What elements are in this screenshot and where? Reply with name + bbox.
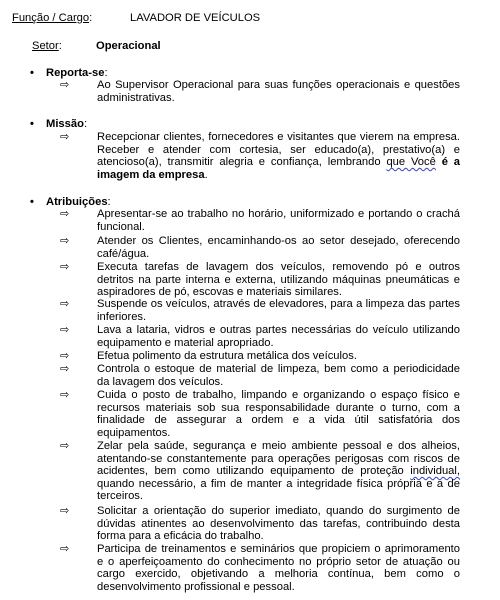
funcao-sep: : — [89, 12, 93, 24]
funcao-label: Função / Cargo — [12, 12, 90, 24]
list-item-text: Cuida o posto de trabalho, limpando e organizando o espaço físico e recursos materiais sob sua responsabilidade durante o turno, com a finalidade de assegurar a ordem e a vida útil satisfatória dos equipamentos. — [97, 389, 460, 439]
list-item — [60, 298, 460, 323]
list-item-text: Ao Supervisor Operacional para suas funções operacionais e questões administrativas. — [97, 79, 460, 104]
arrow-right-icon: ⇨ — [60, 439, 70, 452]
arrow-right-icon: ⇨ — [60, 297, 70, 310]
section-reporta-title: Reporta-se — [46, 67, 105, 79]
funcao-label-line — [12, 12, 92, 25]
arrow-right-icon: ⇨ — [60, 234, 70, 247]
list-item-text: Atender os Clientes, encaminhando-os ao setor desejado, oferecendo café/água. — [97, 235, 460, 260]
list-item — [60, 79, 460, 104]
missao-text-end: . — [204, 168, 208, 181]
list-item — [60, 543, 460, 593]
arrow-right-icon: ⇨ — [60, 207, 70, 220]
list-item — [60, 350, 460, 363]
list-item — [60, 363, 460, 388]
list-item — [60, 389, 460, 439]
arrow-right-icon: ⇨ — [60, 349, 70, 362]
zelar-text — [97, 440, 460, 503]
list-item-text: Efetua polimento da estrutura metálica dos veículos. — [97, 350, 357, 362]
section-atribuicoes-sep: : — [107, 196, 111, 208]
list-item — [60, 131, 460, 181]
setor-value: Operacional — [96, 40, 161, 52]
zelar-text-squiggle: individual, — [410, 465, 460, 478]
list-item — [60, 235, 460, 260]
section-reporta-sep: : — [104, 67, 108, 79]
zelar-text-a: Zelar pela saúde, segurança e meio ambiente pessoal e dos alheios, atentando-se constantemente para operações perigosas com riscos de acidentes, bem como utilizando equipamento de proteção — [97, 440, 460, 478]
section-missao — [30, 118, 87, 131]
arrow-right-icon: ⇨ — [60, 504, 70, 517]
bullet-icon: • — [30, 118, 34, 130]
list-item — [60, 324, 460, 349]
section-missao-title: Missão — [46, 118, 84, 130]
list-item-text: Executa tarefas de lavagem dos veículos, removendo pó e outros detritos na parte interna e externa, utilizando máquinas pneumáticas e aspiradores de pó, escovas e materiais similares. — [97, 261, 460, 299]
missao-text-bold: é a imagem da empresa — [97, 156, 460, 181]
arrow-right-icon: ⇨ — [60, 78, 70, 91]
arrow-right-icon: ⇨ — [60, 260, 70, 273]
arrow-right-icon: ⇨ — [60, 542, 70, 555]
missao-text-a: Recepcionar clientes, fornecedores e visitantes que vierem na empresa. Receber e atender com cortesia, ser educado(a), prestativo(a) e atencioso(a), transmitir alegria e confiança, lembrando — [97, 131, 460, 169]
list-item-text: Solicitar a orientação do superior imediato, quando do surgimento de dúvidas atinentes ao desenvolvimento das tarefas, contribuindo desta forma para a eficácia do trabalho. — [97, 505, 460, 543]
list-item-text: Controla o estoque de material de limpeza, bem como a periodicidade da lavagem dos veículos. — [97, 363, 460, 388]
list-item — [60, 261, 460, 299]
bullet-icon: • — [30, 67, 34, 79]
list-item-text: Apresentar-se ao trabalho no horário, uniformizado e portando o crachá funcional. — [97, 208, 460, 233]
arrow-right-icon: ⇨ — [60, 362, 70, 375]
setor-label: Setor — [32, 40, 59, 52]
list-item-text: Participa de treinamentos e seminários que propiciem o aprimoramento e o aperfeiçoamento do conhecimento no próprio setor de atuação ou cargo exercido, objetivando a melhoria contínua, bem como o desenvolvimento profissional e pessoal. — [97, 543, 460, 593]
section-missao-sep: : — [83, 118, 88, 130]
arrow-right-icon: ⇨ — [60, 130, 70, 143]
arrow-right-icon: ⇨ — [60, 323, 70, 336]
list-item — [60, 505, 460, 543]
setor-label-line — [32, 40, 62, 53]
setor-sep: : — [58, 40, 62, 52]
zelar-text-b: quando necessário, a fim de manter a integridade física própria e a de terceiros. — [97, 477, 460, 503]
list-item — [60, 208, 460, 233]
funcao-value: LAVADOR DE VEÍCULOS — [130, 12, 261, 24]
bullet-icon: • — [30, 196, 34, 208]
arrow-right-icon: ⇨ — [60, 388, 70, 401]
list-item — [60, 440, 460, 503]
missao-text — [97, 131, 460, 181]
list-item-text: Lava a lataria, vidros e outras partes necessárias do veículo utilizando equipamento e material apropriado. — [97, 324, 460, 349]
list-item-text: Suspende os veículos, através de elevadores, para a limpeza das partes inferiores. — [97, 298, 460, 323]
missao-text-squiggle: que Você — [386, 156, 436, 169]
section-atribuicoes-title: Atribuições — [46, 196, 108, 208]
